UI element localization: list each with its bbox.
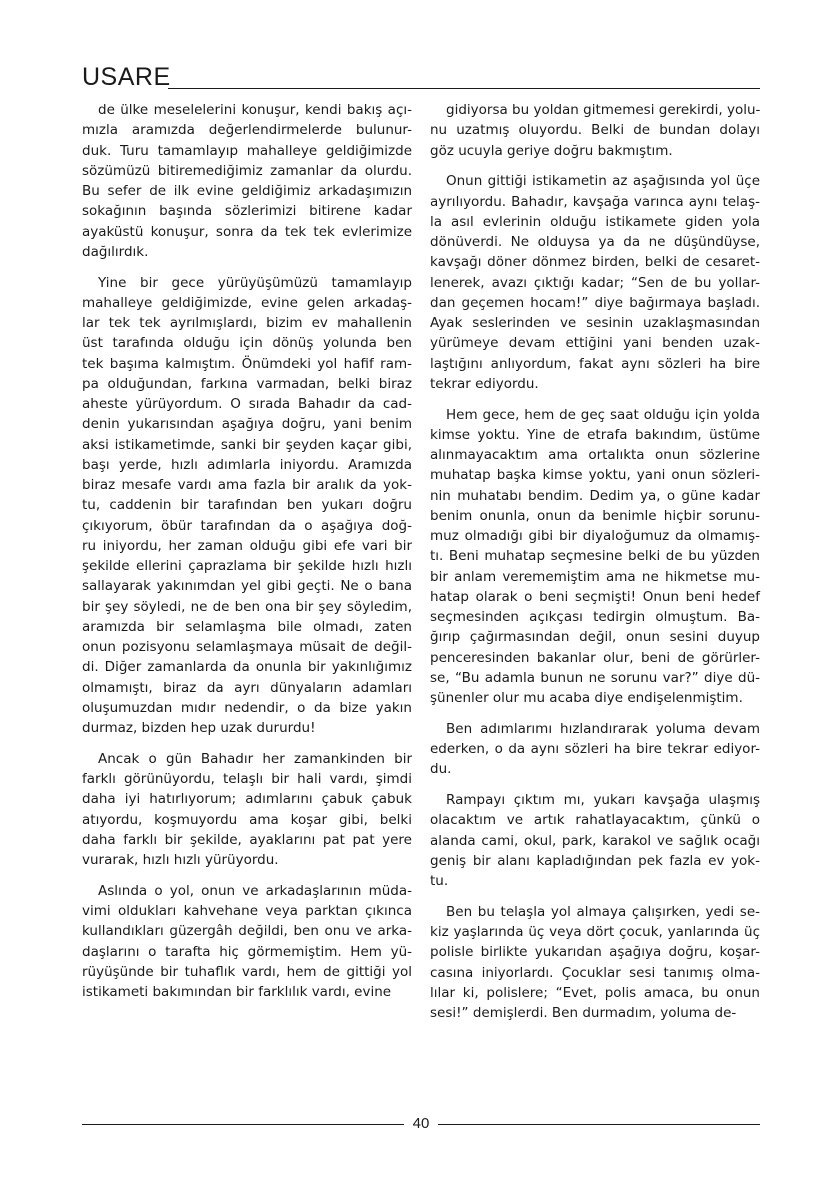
paragraph — [82, 749, 412, 871]
text-line: alanda cami, okul, park, karakol ve sağlık ocağı — [430, 832, 760, 849]
text-line: kimse yoktu. Yine de etrafa bakındım, üstüme — [430, 426, 760, 443]
text-line: sesi!” demişlerdi. Ben durmadım, yoluma de- — [430, 1005, 737, 1021]
text-line: göz ucuyla geriye doğru bakmıştım. — [430, 142, 673, 159]
text-line: rüyüşünde bir tuhaflık vardı, hem de gittiği yol — [82, 963, 412, 980]
text-line: sallayarak yakınımdan yel gibi geçti. Ne o bana — [82, 578, 412, 595]
text-line: yürümeye devam ettiğini yani benden uzak- — [430, 335, 760, 352]
text-line: dan geçemen hocam!” diye bağırmaya başladı. — [430, 294, 760, 311]
text-line: nu uzatmış oluyordu. Belki de bundan dolayı — [430, 122, 760, 139]
page-header — [82, 62, 760, 94]
header-rule — [168, 88, 760, 89]
text-line: aramızda bir selamlaşma bile olmadı, zaten — [82, 618, 412, 635]
text-line: bir anlam verememiştim ama ne hikmetse mu- — [430, 568, 760, 585]
paragraph — [430, 100, 760, 161]
text-line: seçmesinden açıkçası tedirgin olmuştum. Ba- — [430, 609, 760, 625]
text-line: üst tarafında olduğu için dönüş yolunda ben — [82, 335, 412, 352]
text-line: Bu sefer de ilk evine geldiğimiz arkadaşımızın — [82, 183, 412, 199]
text-line: mahalleye geldiğimizde, evine gelen arkadaş- — [82, 294, 412, 311]
text-line: muz olmadığı gibi bir diyaloğumuz da olmamış- — [430, 528, 760, 544]
text-line: ederken, o da aynı sözleri ha bire tekrar ediyor- — [430, 741, 760, 757]
text-line: Ben adımlarımı hızlandırarak yoluma devam — [446, 720, 760, 737]
text-line: tı. Beni muhatap seçmesine belki de bu yüzden — [430, 548, 760, 565]
text-line: sokağının başında sözlerimizi bitirene kadar — [82, 203, 412, 220]
page-number: 40 — [412, 1115, 430, 1132]
paragraph — [82, 881, 412, 1003]
text-line: aheste yürüyordum. O sırada Bahadır da cad- — [82, 396, 412, 412]
text-line: oluşumuzdan mıdır nedendir, o da bize yakın — [82, 699, 412, 716]
text-line: vurarak, hızlı hızlı yürüyordu. — [82, 852, 279, 868]
text-line: biraz mesafe vardı ama fazla bir aralık da yok- — [82, 477, 412, 493]
text-line: de ülke meselelerini konuşur, kendi bakış açı- — [98, 102, 412, 118]
text-line: Ayak seslerinden ve sesinin uzaklaşmasından — [430, 315, 760, 331]
text-line: dönüverdi. Ne olduysa ya da ne düşündüyse, — [430, 234, 760, 250]
text-line: pa olduğundan, farkına varmadan, belki biraz — [82, 375, 412, 392]
text-line: se, “Bu adamla bunun ne sorunu var?” diye dü- — [430, 669, 760, 686]
text-line: farklı görünüyordu, telaşlı bir hali vardı, şimdi — [82, 771, 412, 787]
text-line: daha farklı bir şekilde, ayaklarını pat pat yere — [82, 831, 412, 848]
text-line: onun pozisyonu selamlaşmaya müsait de değil- — [82, 639, 412, 655]
paragraph — [82, 100, 412, 262]
paragraph — [430, 719, 760, 780]
text-line: Onun gittiği istikametin az aşağısında yol üçe — [446, 173, 760, 190]
text-line: Rampayı çıktım mı, yukarı kavşağa ulaşmış — [446, 792, 760, 808]
text-line: lenerek, avazı çıktığı kadar; “Sen de bu yollar- — [430, 274, 760, 291]
text-line: ğırıp çağırmasından değil, onun sesini duyup — [430, 629, 760, 646]
text-line: vimi oldukları kahvehane veya parktan çıkınca — [82, 903, 412, 919]
text-line: tek başıma kalmıştım. Önümdeki yol hafif ram- — [82, 355, 412, 372]
text-line: daşlarını o tarafta hiç görmemiştim. Hem yü- — [82, 943, 412, 960]
text-line: mızla aramızda değerlendirmelerde bulunur- — [82, 122, 412, 139]
text-line: ayrılıyordu. Bahadır, kavşağa varınca aynı telaş- — [430, 193, 760, 210]
text-line: geniş bir alanı kapladığından pek fazla ev yok- — [430, 852, 760, 869]
text-line: ru iniyordu, her zaman olduğu gibi efe vari bir — [82, 537, 412, 554]
right-column — [430, 100, 760, 1034]
text-line: kullandıkları güzergâh değildi, ben onu ve arka- — [82, 923, 412, 940]
text-line: Ben bu telaşla yol almaya çalışırken, yedi se- — [446, 903, 760, 920]
page-footer — [82, 1112, 760, 1136]
text-line: casına iniyorlardı. Çocuklar sesi tanımış olma- — [430, 964, 760, 981]
text-line: benim onunla, onun da benimle hiçbir sorunu- — [430, 507, 760, 524]
footer-rule-right — [438, 1124, 760, 1125]
text-line: olmamıştı, biraz da ayrı dünyaların adamları — [82, 679, 412, 696]
paragraph — [430, 902, 760, 1024]
text-line: di. Diğer zamanlarda da onunla bir yakınlığımız — [82, 659, 412, 676]
text-line: ayaküstü konuşur, sonra da tek tek evlerimize — [82, 223, 412, 240]
footer-rule-left — [82, 1124, 404, 1125]
text-line: hatap olarak o beni seçmişti! Onun beni hedef — [430, 588, 760, 605]
paragraph — [82, 273, 412, 739]
text-line: şünenler olur mu acaba diye endişelenmiştim. — [430, 690, 743, 706]
text-line: şekilde ellerini çaprazlama bir şekilde hızlı hızlı — [82, 558, 412, 574]
text-line: olacaktım ve artık rahatlayacaktım, çünkü o — [430, 812, 760, 829]
text-line: penceresinden bakanlar olur, beni de görürler- — [430, 649, 760, 666]
text-line: Ancak o gün Bahadır her zamankinden bir — [98, 750, 412, 767]
text-line: la asıl evlerinin olduğu istikamete giden yola — [430, 213, 760, 230]
text-line: denin yukarısından aşağıya doğru, yani benim — [82, 416, 412, 433]
text-line: kavşağı döner dönmez birden, belki de cesaret- — [430, 254, 760, 271]
text-line: nin muhatabı bendim. Dedim ya, o güne kadar — [430, 487, 760, 504]
text-line: istikameti bakımından bir farklılık vardı, evine — [82, 984, 392, 1000]
paragraph — [430, 405, 760, 709]
left-column — [82, 100, 412, 1013]
text-line: tekrar ediyordu. — [430, 375, 539, 392]
text-line: tu, caddenin bir tarafından ben yukarı doğru — [82, 497, 412, 514]
text-line: durmaz, bizden hep uzak dururdu! — [82, 720, 316, 736]
text-line: aksi istikametimde, sanki bir şeyden kaçar gibi, — [82, 436, 412, 453]
text-line: sözümüzü bitiremediğimiz zamanlar da olurdu. — [82, 162, 412, 179]
text-line: dağılırdık. — [82, 243, 149, 260]
text-line: bir şey söyledi, ne de ben ona bir şey söyledim, — [82, 598, 412, 615]
text-line: polisle birlikte yukarıdan aşağıya doğru, koşar- — [430, 944, 760, 961]
text-line: gidiyorsa bu yoldan gitmemesi gerekirdi, yolu- — [446, 102, 761, 118]
text-line: kiz yaşlarında üç veya dört çocuk, yanlarında üç — [430, 924, 760, 940]
text-line: du. — [430, 761, 452, 778]
text-line: tu. — [430, 873, 449, 889]
text-line: laştığını anlıyordum, fakat aynı sözleri ha bire — [430, 355, 760, 372]
text-line: başı yerde, hızlı adımlarla iniyordu. Aramızda — [82, 456, 412, 473]
paragraph — [430, 171, 760, 394]
text-line: lar tek tek ayrılmışlardı, bizim ev mahallenin — [82, 315, 412, 331]
text-line: muhatap başka kimse yoktu, yani onun sözleri- — [430, 467, 760, 484]
text-line: duk. Turu tamamlayıp mahalleye geldiğimizde — [82, 142, 412, 159]
running-title: USARE — [82, 63, 171, 91]
text-line: Aslında o yol, onun ve arkadaşlarının müda- — [98, 882, 412, 899]
text-line: Hem gece, hem de geç saat olduğu için yolda — [446, 406, 760, 423]
paragraph — [430, 790, 760, 891]
text-line: çıkıyorum, öbür tarafından da o aşağıya doğ- — [82, 517, 412, 534]
text-line: lılar ki, polislere; “Evet, polis amaca, bu onun — [430, 984, 760, 1001]
text-line: Yine bir gece yürüyüşümüzü tamamlayıp — [98, 274, 412, 291]
text-line: atıyordu, koşmuyordu ama koşar gibi, belki — [82, 811, 412, 828]
text-line: daha iyi hatırlıyorum; adımlarını çabuk çabuk — [82, 791, 412, 808]
text-line: alınmayacaktım ama ortalıkta onun sözlerine — [430, 447, 760, 463]
